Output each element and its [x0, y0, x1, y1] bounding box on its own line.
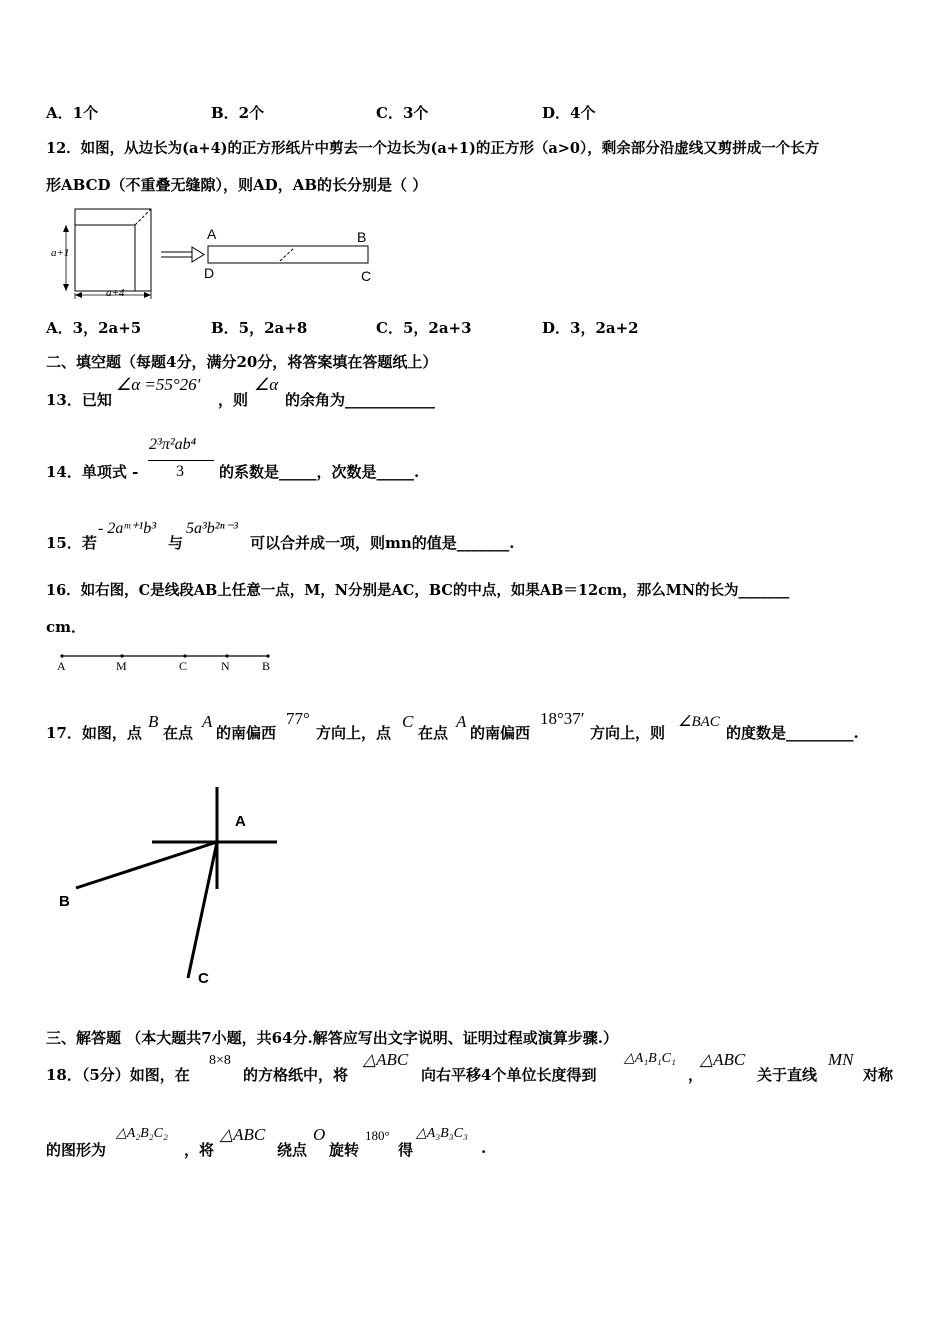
q15-prefix: 15．若 [46, 534, 97, 552]
q18-p12: . [481, 1139, 487, 1157]
q17-p4: 方向上，点 [316, 724, 392, 742]
q14-prefix: 14．单项式 - [46, 463, 139, 481]
q17-p7: 方向上，则 [590, 724, 666, 742]
q16-point-M: M [116, 659, 127, 673]
q14-suffix: 的系数是_____，次数是_____. [219, 463, 420, 481]
q17-p1: 17．如图，点 [46, 724, 142, 742]
q11-option-c: C．3个 [376, 104, 429, 122]
q17-p6: 的南偏西 [470, 724, 531, 742]
q17-fig-label-B: B [59, 893, 70, 910]
q13-prefix: 13．已知 [46, 391, 112, 409]
q18-p11: 得 [398, 1141, 414, 1159]
q16-text-line1: 16．如右图，C是线段AB上任意一点，M，N分别是AC，BC的中点，如果AB＝12cm，那么MN的长为_______ [46, 582, 790, 599]
q18-degree: 180° [365, 1128, 390, 1143]
q14-denominator: 3 [176, 463, 184, 480]
q17-p3: 的南偏西 [216, 724, 277, 742]
q12-fig-label-D: D [204, 265, 215, 281]
q18-p7: 的图形为 [46, 1141, 107, 1159]
section-3-title: 三、解答题 （本大题共7小题，共64分.解答应写出文字说明、证明过程或演算步骤.） [46, 1029, 618, 1047]
q17-fig-label-C: C [198, 970, 209, 987]
q18-triangle-abc: △ABC [363, 1050, 409, 1069]
q18-grid-size: 8×8 [209, 1053, 231, 1068]
q13-angle-expr: ∠α =55°26′ [116, 375, 201, 394]
q17-direction-figure [60, 785, 290, 995]
q12-text-line2: 形ABCD（不重叠无缝隙），则AD，AB的长分别是（ ） [46, 176, 428, 194]
q17-p8: 的度数是_________. [726, 724, 859, 742]
q12-option-b: B．5，2a+8 [211, 319, 308, 337]
q18-triangle-abc-2: △ABC [700, 1050, 746, 1069]
q18-p4: ， [688, 1066, 704, 1084]
q16-text-line2: cm． [46, 618, 87, 636]
q17-fig-label-A: A [235, 813, 246, 830]
q12-text-line1: 12．如图，从边长为(a+4)的正方形纸片中剪去一个边长为(a+1)的正方形（a>0），剩余部分沿虚线又剪拼成一个长方 [46, 140, 820, 157]
q18-triangle-a3b3c3: △A₃B₃C₃ [416, 1126, 468, 1141]
q14-fraction-bar [148, 460, 214, 461]
q18-p2: 的方格纸中，将 [243, 1066, 349, 1084]
q18-triangle-a2b2c2: △A₂B₂C₂ [116, 1126, 168, 1141]
q17-B: B [148, 712, 159, 731]
q15-suffix: 可以合并成一项，则mn的值是_______. [250, 534, 515, 552]
q13-angle-alpha: ∠α [254, 375, 279, 394]
q17-angle1: 77° [286, 709, 310, 728]
q18-p1: 18．（5分）如图，在 [46, 1066, 190, 1084]
q16-point-B: B [262, 659, 271, 673]
q17-A2: A [456, 712, 467, 731]
q18-triangle-abc-3: △ABC [220, 1125, 266, 1144]
q17-p5: 在点 [418, 724, 449, 742]
q12-fig-label-a-plus-4: a+4 [106, 287, 125, 299]
q15-mid: 与 [168, 534, 184, 552]
q18-p6: 对称 [863, 1066, 894, 1084]
q17-angle2: 18°37′ [540, 709, 585, 728]
q18-line-mn: MN [828, 1050, 854, 1069]
q16-point-A: A [57, 659, 66, 673]
q17-C: C [402, 712, 414, 731]
q18-p3: 向右平移4个单位长度得到 [421, 1066, 597, 1084]
q18-p5: 关于直线 [757, 1066, 818, 1084]
q18-triangle-a1b1c1: △A₁B₁C₁ [624, 1051, 676, 1066]
q13-mid: ，则 [218, 391, 249, 409]
section-2-title: 二、填空题（每题4分，满分20分，将答案填在答题纸上） [46, 353, 438, 371]
q12-fig-label-a-plus-1: a+1 [51, 247, 70, 259]
q17-A: A [202, 712, 213, 731]
q12-fig-label-B: B [357, 229, 367, 245]
q12-option-d: D．3，2a+2 [542, 319, 639, 337]
q14-numerator: 2³π²ab⁴ [149, 436, 197, 453]
q17-p2: 在点 [163, 724, 194, 742]
q11-option-d: D．4个 [542, 104, 596, 122]
q18-p9: 绕点 [277, 1141, 308, 1159]
q18-p10: 旋转 [329, 1141, 360, 1159]
q12-option-a: A．3，2a+5 [46, 319, 142, 337]
q12-figure [44, 205, 384, 305]
q12-fig-label-A: A [207, 226, 217, 242]
q16-segment-figure [55, 648, 285, 678]
q12-fig-label-C: C [361, 268, 372, 284]
q18-point-o: O [313, 1125, 326, 1144]
q12-option-c: C．5，2a+3 [376, 319, 472, 337]
q15-expr1: - 2aᵐ⁺¹b³ [98, 520, 157, 537]
q17-angle-name: ∠BAC [678, 714, 720, 730]
q11-option-a: A．1个 [46, 104, 99, 122]
q13-suffix: 的余角为____________ [285, 391, 436, 409]
q16-point-N: N [221, 659, 230, 673]
q16-point-C: C [179, 659, 188, 673]
q15-expr2: 5a³b²ⁿ⁻³ [186, 520, 238, 537]
q11-option-b: B．2个 [211, 104, 265, 122]
q18-p8: ，将 [184, 1141, 215, 1159]
